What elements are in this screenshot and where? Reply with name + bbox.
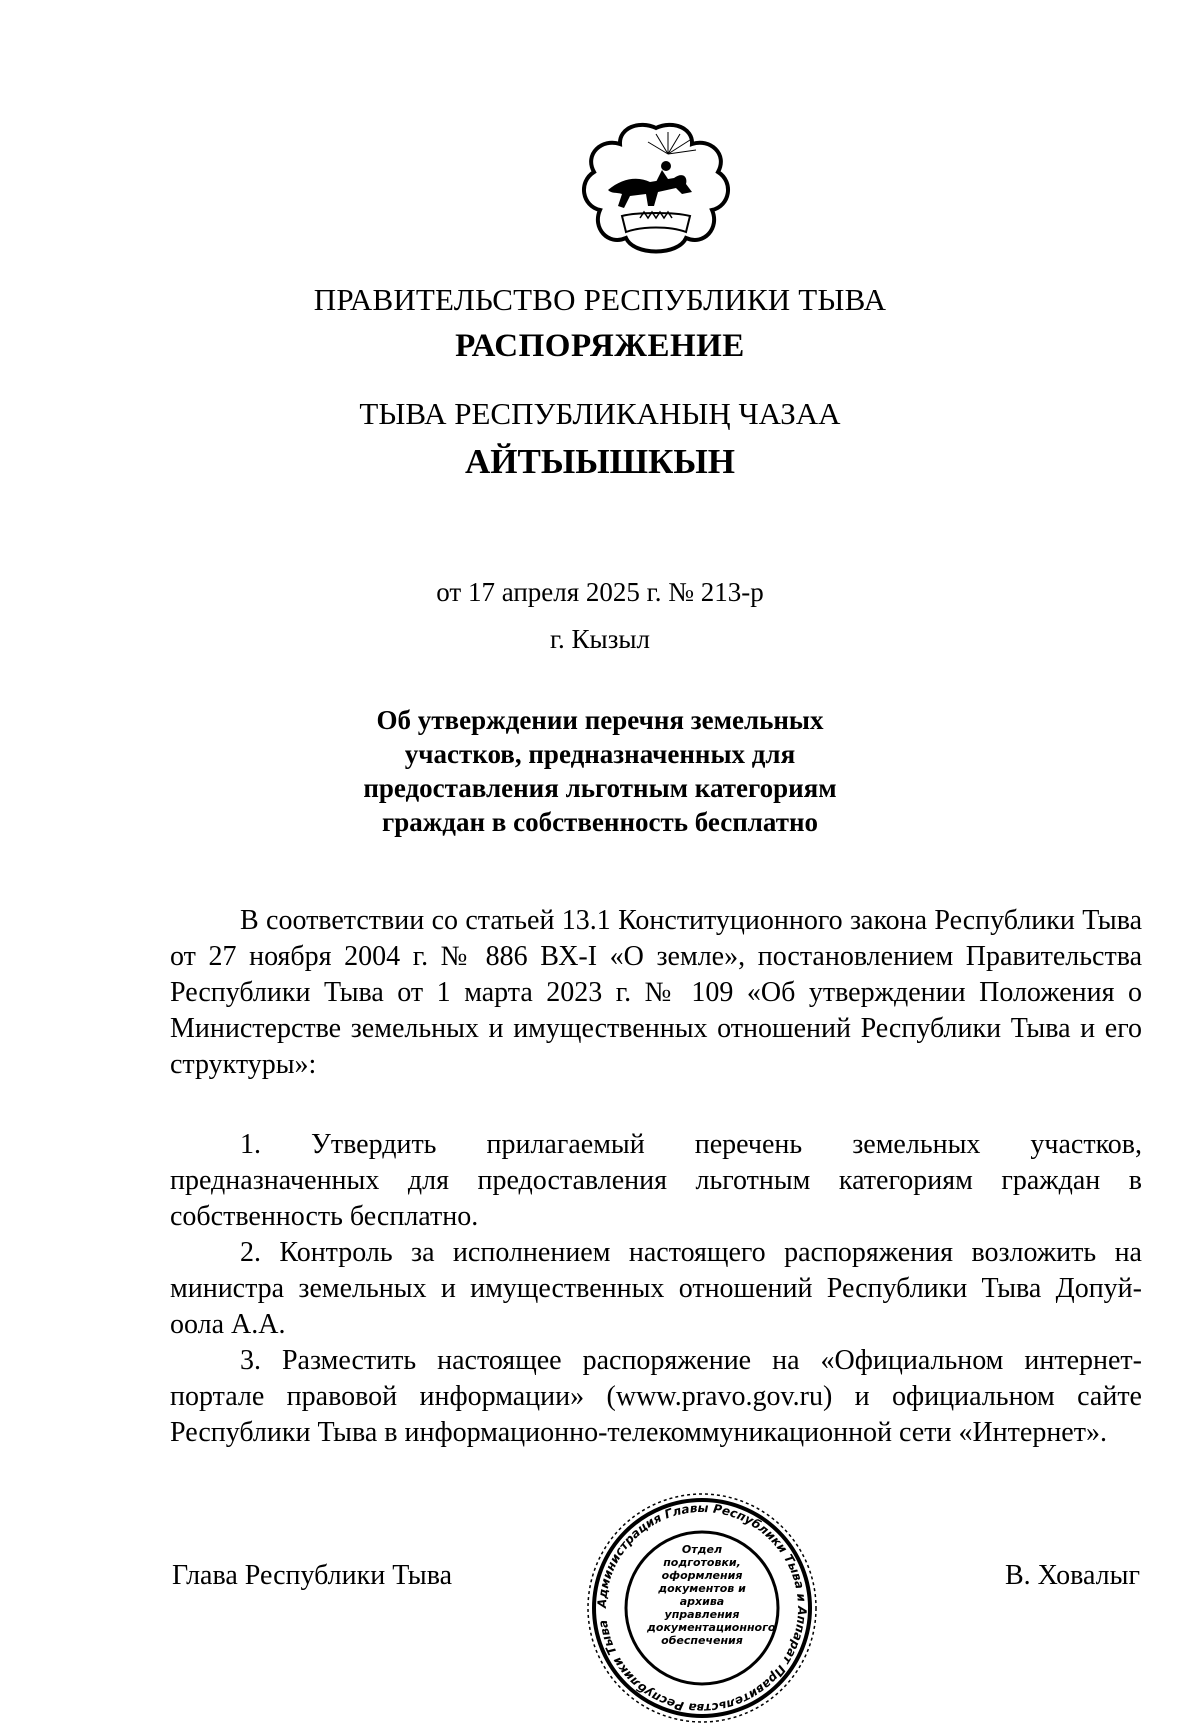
stamp-line: Отдел — [681, 1543, 723, 1556]
stamp-line: документационного — [647, 1621, 776, 1634]
government-name-tyv: ТЫВА РЕСПУБЛИКАНЫҢ ЧАЗАА — [359, 396, 841, 431]
document-type-ru: РАСПОРЯЖЕНИЕ — [455, 328, 745, 364]
government-name-ru: ПРАВИТЕЛЬСТВО РЕСПУБЛИКИ ТЫВА — [313, 282, 887, 317]
stamp-line: обеспечения — [661, 1634, 743, 1647]
tuva-coat-of-arms-icon — [578, 120, 734, 260]
signature-name: В. Ховалыг — [1005, 1560, 1140, 1591]
stamp-line: управления — [664, 1608, 740, 1621]
body-item-1: 1. Утвердить прилагаемый перечень земельных участков, предназначенных для предоставления льготным категориям граждан в собственность бесплатно. — [170, 1129, 1142, 1232]
stamp-line: оформления — [661, 1569, 743, 1582]
document-title: Об утверждении перечня земельных участков, предназначенных для предоставления льготным категориям граждан в собственность бесплатно — [363, 705, 837, 837]
body-item-3: 3. Разместить настоящее распоряжение на «Официальном интернет-портале правовой информации» (www.pravo.gov.ru) и официальном сайте Республики Тыва в информационно-телекоммуникационной сети «Интернет». — [170, 1345, 1142, 1448]
body-intro-paragraph: В соответствии со статьей 13.1 Конституционного закона Республики Тыва от 27 ноября 2004 г. № 886 ВХ-I «О земле», постановлением Правительства Республики Тыва от 1 марта 2023 г. № 109 «Об утверждении Положения о Министерстве земельных и имущественных отношений Республики Тыва и его структуры»: — [170, 905, 1142, 1080]
stamp-line: документов и архива — [658, 1582, 746, 1608]
signature-position: Глава Республики Тыва — [172, 1560, 453, 1591]
stamp-center-text — [647, 1543, 776, 1647]
stamp-line: подготовки, — [663, 1556, 741, 1569]
document-type-tyv: АЙТЫЫШКЫН — [465, 442, 735, 481]
body-item-2: 2. Контроль за исполнением настоящего распоряжения возложить на министра земельных и имущественных отношений Республики Тыва Допуй-оола А.А. — [170, 1237, 1142, 1340]
stamp-ring-text: Администрация Главы Республики Тыва и Аппарат Правительства Республики Тыва — [594, 1500, 810, 1716]
document-date-number: от 17 апреля 2025 г. № 213-р — [436, 577, 764, 607]
document-city: г. Кызыл — [550, 624, 650, 654]
